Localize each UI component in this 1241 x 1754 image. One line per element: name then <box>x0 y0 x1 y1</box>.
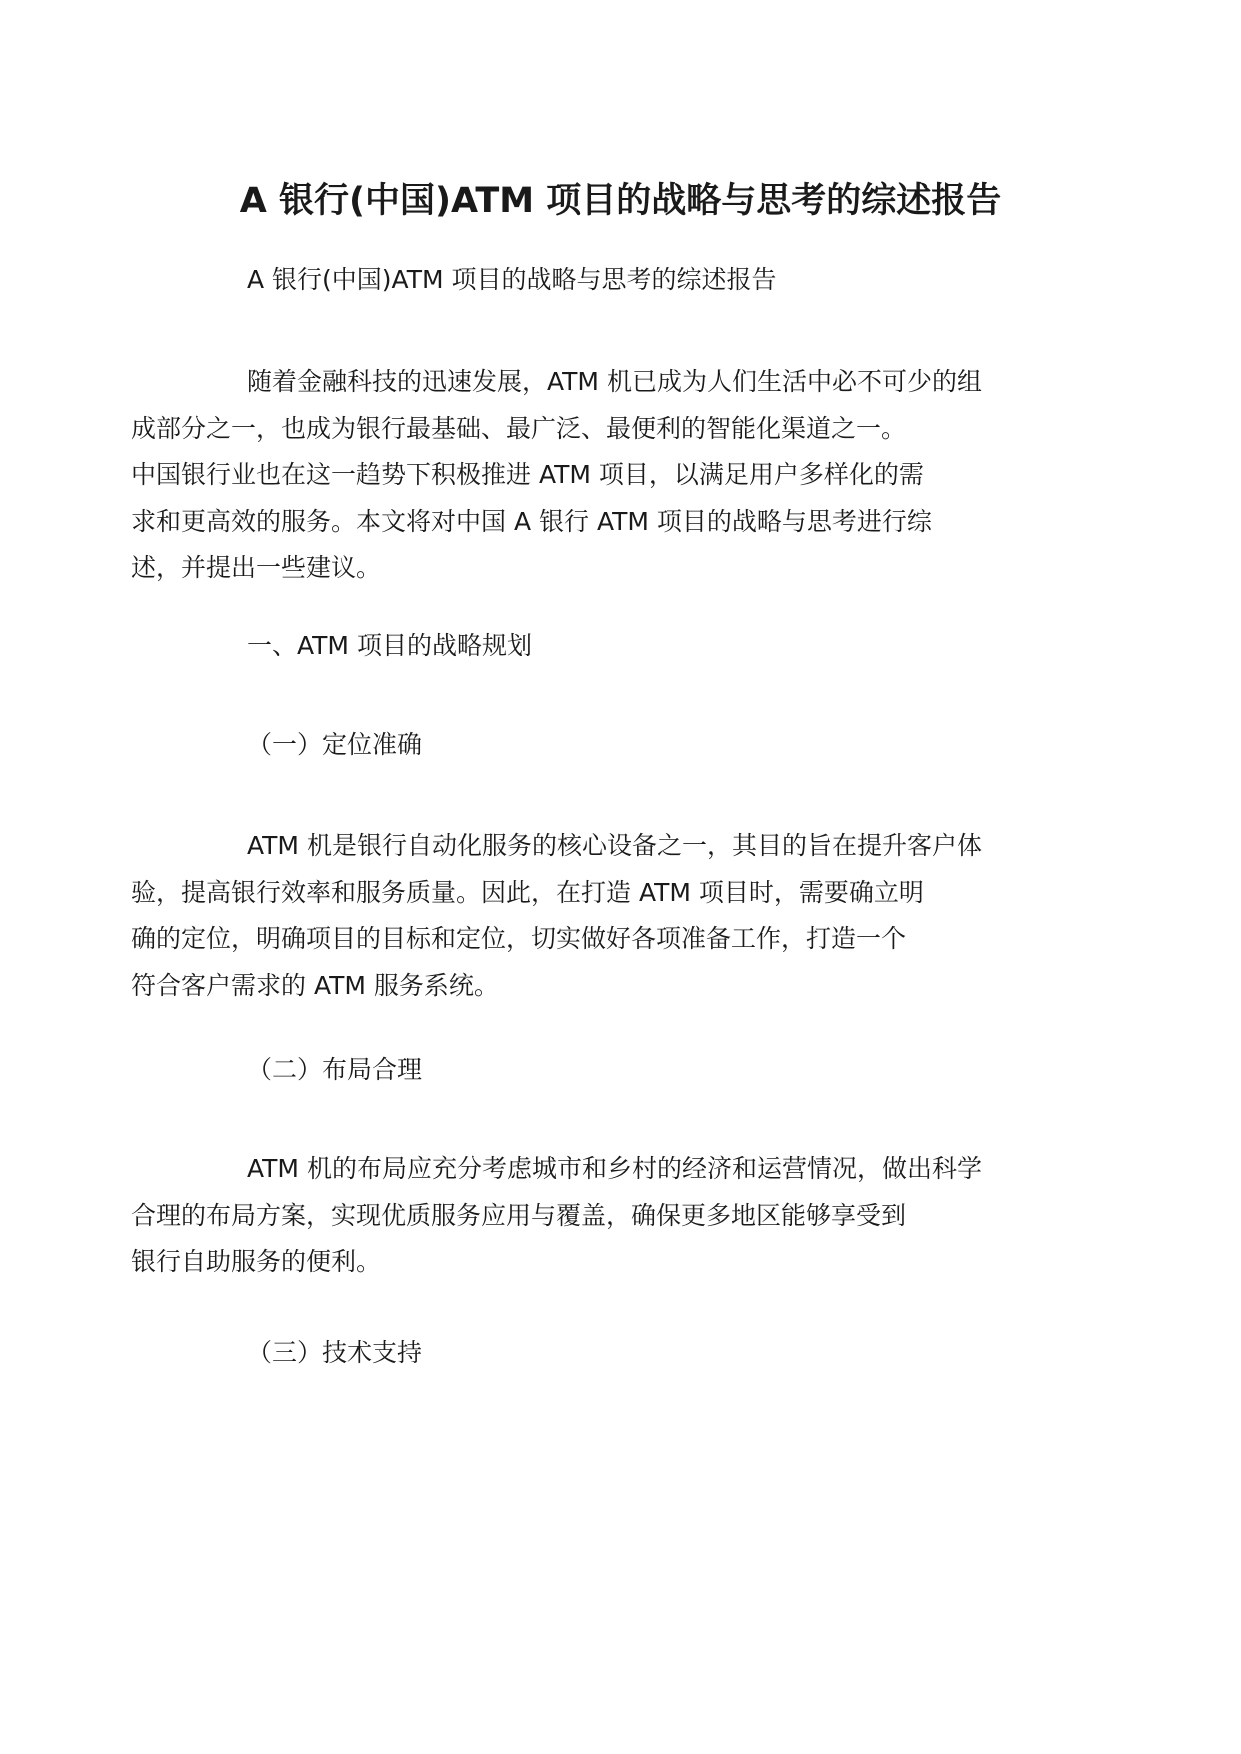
positioning-line: ATM 机是银行自动化服务的核心设备之一，其目的旨在提升客户体 <box>247 831 982 860</box>
intro-line: 述，并提出一些建议。 <box>131 553 382 582</box>
subsection-heading-layout: （二）布局合理 <box>247 1055 423 1084</box>
intro-line: 随着金融科技的迅速发展，ATM 机已成为人们生活中必不可少的组 <box>247 367 982 396</box>
intro-line: 成部分之一，也成为银行最基础、最广泛、最便利的智能化渠道之一。 <box>131 413 907 443</box>
document-subtitle: A 银行(中国)ATM 项目的战略与思考的综述报告 <box>247 265 777 294</box>
section-heading-strategy-planning: 一、ATM 项目的战略规划 <box>247 631 532 660</box>
layout-line: 银行自助服务的便利。 <box>131 1247 382 1276</box>
subsection-heading-positioning: （一）定位准确 <box>247 730 423 759</box>
document-title: A 银行(中国)ATM 项目的战略与思考的综述报告 <box>239 181 1002 221</box>
subsection-heading-tech-support: （三）技术支持 <box>247 1338 423 1367</box>
layout-line: ATM 机的布局应充分考虑城市和乡村的经济和运营情况，做出科学 <box>247 1154 982 1183</box>
layout-paragraph <box>131 1146 1053 1286</box>
positioning-line: 验，提高银行效率和服务质量。因此，在打造 ATM 项目时，需要确立明 <box>131 877 924 907</box>
positioning-line: 符合客户需求的 ATM 服务系统。 <box>131 970 499 1000</box>
positioning-paragraph <box>131 823 1053 1009</box>
layout-line: 合理的布局方案，实现优质服务应用与覆盖，确保更多地区能够享受到 <box>131 1200 907 1230</box>
positioning-line: 确的定位，明确项目的目标和定位，切实做好各项准备工作，打造一个 <box>131 924 907 953</box>
intro-line: 中国银行业也在这一趋势下积极推进 ATM 项目，以满足用户多样化的需 <box>131 460 924 489</box>
intro-line: 求和更高效的服务。本文将对中国 A 银行 ATM 项目的战略与思考进行综 <box>131 506 932 536</box>
intro-paragraph <box>131 359 1053 592</box>
